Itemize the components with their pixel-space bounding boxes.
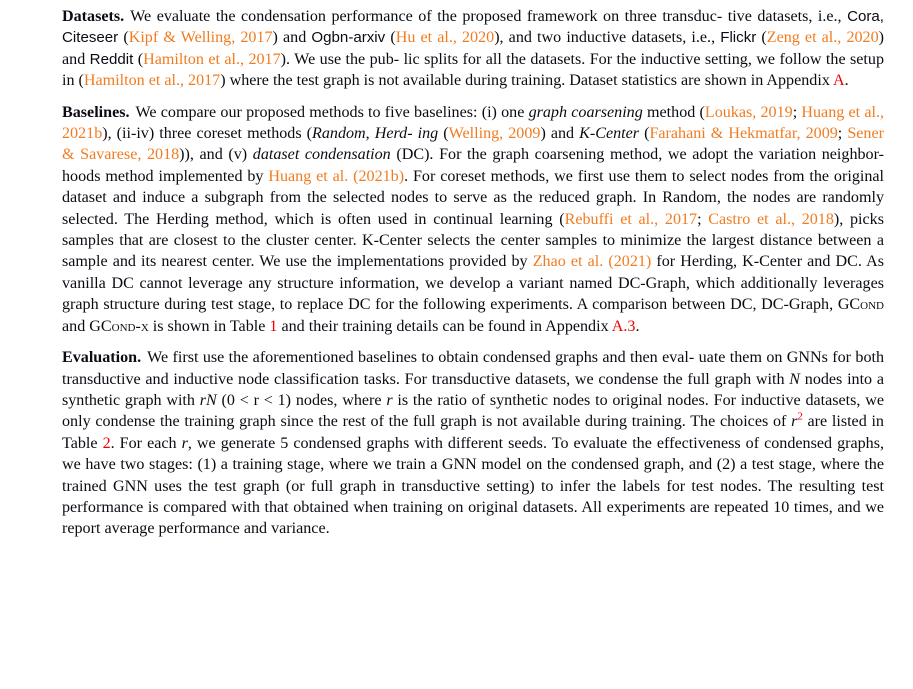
punctuation: (: [133, 50, 144, 68]
punctuation: ;: [792, 103, 802, 121]
body-text: variant named DC-Graph, which additionally leverages graph structure during test stage, to replace: [62, 274, 884, 314]
dataset-name-flickr: Flickr: [720, 29, 757, 47]
body-text: tive datasets, i.e.,: [727, 8, 848, 25]
emphasis-graph-coarsening: graph coarsening: [528, 103, 643, 121]
paragraph-heading-evaluation: Evaluation.: [62, 349, 142, 367]
body-text: to the cluster center. K-Center selects the center samples to minimize the largest distance between: [222, 232, 872, 250]
emphasis-k-center: K-Center: [579, 125, 640, 143]
body-text: choices of: [719, 413, 792, 431]
punctuation: )), and: [179, 146, 223, 164]
punctuation: (: [438, 125, 449, 143]
citation-link-huang-2021b[interactable]: Huang et al., 2021b: [62, 103, 885, 143]
body-text: is shown in Table: [152, 317, 270, 335]
body-text: inductive datasets, i.e.,: [566, 29, 721, 47]
body-text: is the ratio of synthetic nodes to original nodes. For inductive datasets, we only: [62, 391, 884, 431]
body-text: method (: [647, 103, 705, 121]
body-text: (v): [228, 146, 253, 164]
math-inequality-r-range: (0 < r < 1): [216, 391, 292, 409]
body-text: repeated 10 times, and we report average performance and variance.: [62, 498, 884, 538]
dataset-name-reddit: Reddit: [89, 50, 134, 68]
body-text: nodes into a synthetic graph with: [62, 370, 884, 409]
body-text: datasets, we condense the full graph with: [515, 370, 790, 388]
citation-link-huang-2021b-inline[interactable]: Huang et al. (2021b): [268, 167, 405, 185]
math-variable-r-footnoted: r: [791, 413, 798, 431]
punctuation: ,: [365, 125, 375, 143]
punctuation: .: [844, 72, 849, 90]
punctuation: ): [220, 72, 226, 90]
internal-reference-appendix-a3[interactable]: A.3: [611, 317, 636, 335]
body-text: and their training details can be found in Appendix: [277, 317, 612, 335]
citation-link-hamilton-2017-b[interactable]: Hamilton et al., 2017: [83, 72, 221, 90]
body-text: test graph (or full graph in transductive setting) to infer the labels for test nodes. The resulting test: [214, 477, 885, 495]
punctuation: ), (ii-iv) three coreset methods (: [102, 125, 313, 143]
citation-link-farahani-2009[interactable]: Farahani & Hekmatfar, 2009: [649, 125, 838, 143]
body-text: hoods method implemented by: [62, 167, 269, 185]
body-text: reduced graph. In Random, the nodes are randomly selected. The Herding method, which is often: [62, 189, 884, 228]
punctuation: (: [756, 29, 767, 47]
internal-reference-table-1[interactable]: 1: [269, 317, 278, 335]
body-text: We first use the aforementioned baselines to obtain condensed graphs and then eval-: [147, 349, 695, 367]
citation-link-castro-2018[interactable]: Castro et al., 2018: [708, 210, 834, 228]
punctuation: ;: [697, 210, 709, 228]
math-expression-rn: rN: [199, 391, 217, 409]
method-name-gcond: GCond: [837, 296, 885, 314]
citation-link-zhao-2021[interactable]: Zhao et al. (2021): [532, 253, 652, 271]
body-text: lic splits for all the datasets. For the inductive setting, we follow the setup in (: [62, 50, 884, 90]
paragraph-datasets: [62, 6, 884, 92]
emphasis-herding-part1: Herd-: [374, 125, 413, 143]
punctuation: (: [118, 29, 129, 47]
body-text: To evaluate the effectiveness of condensed graphs, we have two stages: (1) a training stage, where: [62, 434, 884, 474]
punctuation: ). We use the pub-: [280, 50, 400, 68]
math-variable-r: r: [386, 391, 393, 409]
method-name-gcond-x: GCond-x: [89, 317, 149, 335]
math-variable-r-each: r: [181, 434, 188, 452]
punctuation: (: [385, 29, 396, 47]
body-text: condense the training graph since the rest of the full graph is not available during training. The: [95, 413, 716, 431]
body-text: , we generate 5 condensed graphs with different seeds.: [187, 434, 547, 452]
punctuation: ) and: [62, 29, 884, 68]
citation-link-rebuffi-2017[interactable]: Rebuffi et al., 2017: [564, 210, 698, 228]
body-text: ), picks samples that are closest: [62, 210, 884, 250]
body-text: we train a GNN model on the condensed graph, and (2) a test stage, where the trained GNN uses the: [62, 456, 884, 495]
body-text: DC for the following experiments. A comparison between DC, DC-Graph,: [348, 296, 838, 314]
math-variable-n: N: [789, 370, 801, 388]
emphasis-dataset-condensation: dataset condensation: [252, 146, 391, 164]
citation-link-zeng-2020[interactable]: Zeng et al., 2020: [766, 29, 879, 47]
footnote-marker-2[interactable]: 2: [797, 410, 803, 423]
punctuation: ) and: [540, 125, 580, 143]
punctuation: ) and: [272, 29, 312, 47]
citation-link-sener-savarese-2018[interactable]: Sener & Savarese, 2018: [62, 125, 884, 164]
body-text: . For each: [110, 434, 182, 452]
body-text: (DC). For the graph coarsening method, we adopt the variation neighbor-: [390, 146, 884, 164]
body-text: nodes, where: [295, 391, 387, 409]
body-text: We compare our proposed methods to five baselines: (i) one: [135, 103, 529, 121]
citation-link-hamilton-2017[interactable]: Hamilton et al., 2017: [143, 50, 281, 68]
body-text: performance is compared with that obtained when training on original datasets. All experiments are: [62, 498, 710, 516]
body-text: a sample and its nearest center. We use the implementations provided by: [62, 232, 884, 271]
body-text: select nodes from the original dataset and induce a subgraph from the selected nodes to serve as the: [62, 167, 884, 207]
body-text: . For coreset methods, we first use them to: [404, 167, 685, 185]
citation-link-loukas-2019[interactable]: Loukas, 2019: [704, 103, 793, 121]
citation-link-welling-2009[interactable]: Welling, 2009: [448, 125, 541, 143]
internal-reference-appendix-a[interactable]: A: [833, 72, 845, 90]
body-text: and: [62, 317, 90, 335]
body-text: where the test graph is not available during training. Dataset statistics are shown in Appendix: [229, 72, 833, 90]
punctuation: ;: [837, 125, 848, 143]
paragraph-evaluation: [62, 347, 884, 540]
dataset-name-cora-citeseer: Cora, Citeseer: [62, 8, 885, 47]
paragraph-heading-baselines: Baselines.: [62, 103, 130, 121]
punctuation: ), and two: [494, 29, 562, 47]
internal-reference-table-2[interactable]: 2: [102, 434, 111, 452]
emphasis-random: Random: [312, 125, 366, 143]
body-text: are listed in Table: [62, 413, 884, 452]
citation-link-kipf-welling-2017[interactable]: Kipf & Welling, 2017: [128, 29, 273, 47]
dataset-name-ogbn-arxiv: Ogbn-arxiv: [311, 29, 386, 47]
body-text: for: [651, 253, 676, 271]
paragraph-heading-datasets: Datasets.: [62, 8, 125, 25]
body-text: uate them on GNNs for both transductive and inductive node classification tasks. For transductive: [62, 349, 885, 388]
citation-link-hu-2020[interactable]: Hu et al., 2020: [395, 29, 495, 47]
body-text: Herding, K-Center and DC. As vanilla DC cannot leverage any structure information, we develop a: [62, 253, 884, 292]
punctuation: .: [635, 317, 640, 335]
punctuation: (: [639, 125, 650, 143]
body-text: used in continual learning (: [377, 210, 565, 228]
body-text: We evaluate the condensation performance of the proposed framework on three transduc-: [130, 8, 723, 25]
emphasis-herding-part2: ing: [417, 125, 439, 143]
paragraph-baselines: [62, 102, 884, 337]
